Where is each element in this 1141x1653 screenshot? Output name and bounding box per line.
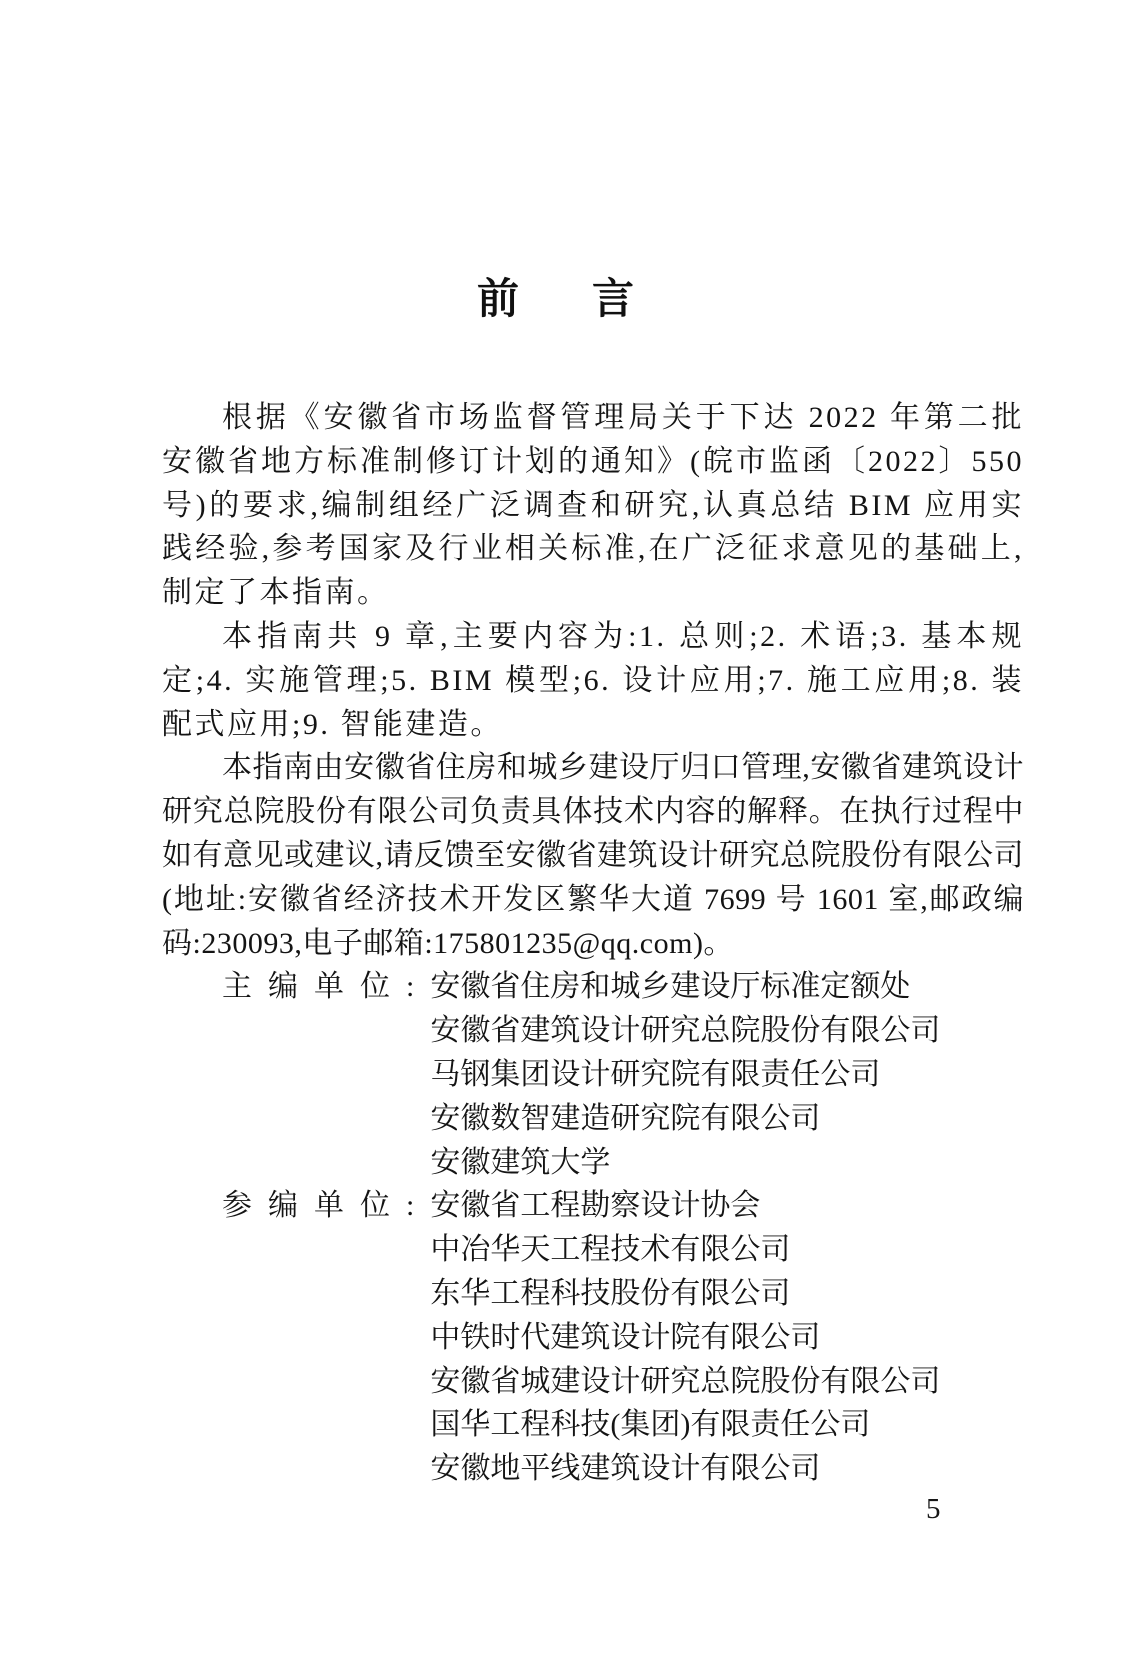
chief-editor-org: 安徽省住房和城乡建设厅标准定额处	[430, 970, 911, 1004]
chief-editor-org: 安徽数智建造研究院有限公司	[430, 1101, 821, 1135]
chief-editor-org: 安徽省建筑设计研究总院股份有限公司	[430, 1014, 941, 1048]
participating-editor-org: 安徽省城建设计研究总院股份有限公司	[430, 1364, 941, 1398]
paragraph-management: 本指南由安徽省住房和城乡建设厅归口管理,安徽省建筑设计研究总院股份有限公司负责具体技术内容的解释。在执行过程中如有意见或建议,请反馈至安徽省建筑设计研究总院股份有限公司(地址:安徽省经济技术开发区繁华大道 7699 号 1601 室,邮政编码:230093,电子邮箱:175801235@qq.com)。	[162, 751, 1024, 960]
paragraph-basis: 根据《安徽省市场监督管理局关于下达 2022 年第二批安徽省地方标准制修订计划的通知》(皖市监函〔2022〕550 号)的要求,编制组经广泛调查和研究,认真总结 BIM 应用实践经验,参考国家及行业相关标准,在广泛征求意见的基础上,制定了本指南。	[162, 401, 1024, 610]
chief-editor-section	[162, 965, 1024, 1184]
chief-editor-org: 安徽建筑大学	[430, 1145, 611, 1179]
participating-editor-label: 参编单位:	[222, 1189, 431, 1223]
chief-editor-org-list	[430, 965, 1024, 1184]
participating-editor-org: 国华工程科技(集团)有限责任公司	[430, 1408, 871, 1442]
participating-editor-org: 中冶华天工程技术有限公司	[430, 1233, 791, 1267]
page-number: 5	[926, 1493, 941, 1525]
participating-editor-org: 东华工程科技股份有限公司	[430, 1276, 791, 1310]
chief-editor-label: 主编单位:	[222, 970, 431, 1004]
chief-editor-org: 马钢集团设计研究院有限责任公司	[430, 1057, 881, 1091]
participating-editor-org: 安徽地平线建筑设计有限公司	[430, 1452, 821, 1486]
document-content	[162, 396, 1024, 1491]
paragraph-chapters: 本指南共 9 章,主要内容为:1. 总则;2. 术语;3. 基本规定;4. 实施管理;5. BIM 模型;6. 设计应用;7. 施工应用;8. 装配式应用;9. 智能建造。	[162, 619, 1024, 741]
participating-editor-org: 中铁时代建筑设计院有限公司	[430, 1320, 821, 1354]
participating-editor-section	[162, 1184, 1024, 1491]
document-title: 前言	[476, 275, 707, 322]
participating-editor-org-list	[430, 1184, 1024, 1491]
participating-editor-org: 安徽省工程勘察设计协会	[430, 1189, 761, 1223]
